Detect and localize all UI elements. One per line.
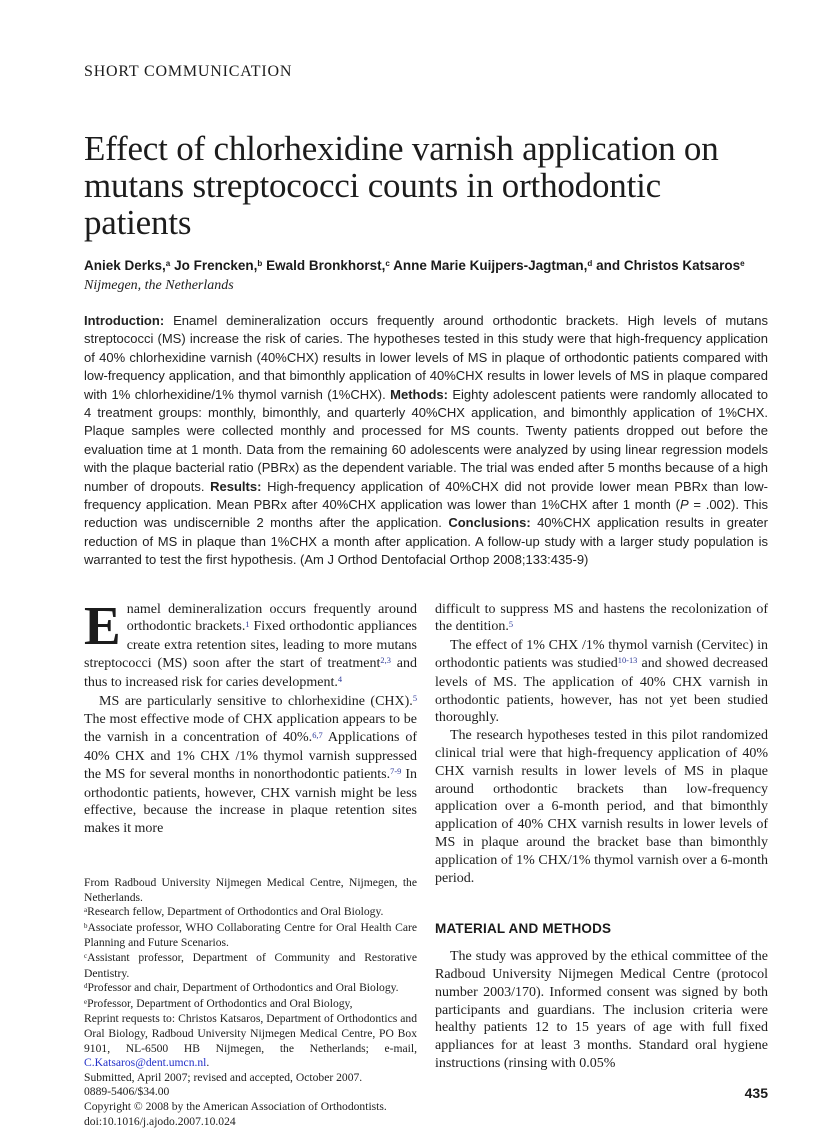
text-run: Methods: [390,386,453,402]
text-run: Introduction: [84,313,174,328]
text-run: Associate professor, WHO Collaborating Centre for Oral Health Care Planning and Future Scenarios. [84,920,417,950]
body-paragraph [435,948,768,1073]
article-title: Effect of chlorhexidine varnish application on mutans streptococci counts in orthodontic patients [84,129,719,242]
footnotes-block [84,876,417,1129]
text-run: The research hypotheses tested in this pilot randomized clinical trial were that high-frequency application of 40% CHX varnish results in lower levels of MS in plaque around orthodontic brackets than low-frequency application over a 6-month period, and that bimonthly application of 40% CHX varnish results in lower levels of MS in plaque around the bracket base than bimonthly application of 1% CHX/1% thymol varnish over a 6-month period. [435,728,768,886]
superscript-marker: e [740,259,745,269]
text-run: Conclusions: [448,515,538,531]
superscript-marker: 6,7 [312,730,323,740]
footnote-line [84,981,417,997]
text-run: Assistant professor, Department of Community and Restorative Dentistry. [84,951,417,980]
article-type-label: SHORT COMMUNICATION [84,63,293,80]
text-run: = .002). This reduction was undiscernible 2 months after the application. [84,497,769,531]
superscript-marker: b [257,259,263,269]
footnote-line [84,905,417,921]
superscript-marker: c [84,951,88,960]
body-paragraph [435,727,768,887]
superscript-marker: a [165,259,171,269]
body-paragraph [435,637,768,727]
right-column [435,601,768,1129]
text-run: From Radboud University Nijmegen Medical Centre, Nijmegen, the Netherlands. [84,876,417,904]
superscript-marker: 5 [412,693,417,703]
text-run: Anne Marie Kuijpers-Jagtman, [389,258,588,273]
text-run: High-frequency application of 40%CHX did not provide lower mean PBRx than low-frequency application. Mean PBRx after 40%CHX application was lower than 1%CHX after 1 month ( [84,478,768,513]
superscript-marker: c [385,259,390,269]
superscript-marker: 1 [245,619,250,629]
footnote-line [84,997,417,1013]
drop-cap: E [84,594,121,656]
text-run: Copyright © 2008 by the American Association of Orthodontists. [84,1099,387,1113]
superscript-marker: b [84,921,88,930]
text-run: . [206,1056,210,1070]
body-columns [84,594,768,1129]
footnote-line [84,1012,417,1070]
email-link[interactable]: C.Katsaros@dent.umcn.nl [84,1056,207,1070]
body-paragraph [435,601,768,638]
text-run: Applications of 40% CHX and 1% CHX /1% thymol varnish suppressed the MS for several months in nonorthodontic patients. [84,730,418,782]
text-run: Fixed orthodontic appliances create extra retention sites, leading to more mutans streptococci (MS) soon after the start of treatment [84,619,417,672]
footnote-line [84,1071,417,1086]
text-run: MS are particularly sensitive to chlorhexidine (CHX). [99,693,413,709]
text-run: doi:10.1016/j.ajodo.2007.10.024 [84,1114,236,1128]
section-heading-material-and-methods: MATERIAL AND METHODS [435,921,612,937]
text-run: and showed decreased levels of MS. The application of 40% CHX varnish in orthodontic patients, however, has not yet been studied thoroughly. [435,656,768,726]
footnote-line [84,1100,417,1115]
footnote-line [84,921,417,951]
affiliation-line: Nijmegen, the Netherlands [84,278,234,293]
text-run: and Christos Katsaros [592,258,741,273]
text-run: and thus to increased risk for caries development. [84,656,418,690]
text-run: Eighty adolescent patients were randomly allocated to 4 treatment groups: monthly, bimonthly, and quarterly 40%CHX application, and bimonthly application of 1%CHX. Plaque samples were collected monthly and processed for MS counts. Twenty patients dropped out before the evaluation time at 1 month. Data from the remaining 60 adolescents were analyzed by using linear regression models with the plaque bacterial ratio (PBRx) as the dependent variable. The trial was ended after 5 months because of a high number of dropouts. [84,386,768,494]
superscript-marker: 4 [337,675,343,685]
footnote-line [84,1085,417,1100]
body-paragraph [84,693,417,838]
text-run: Aniek Derks, [84,258,166,273]
text-run: The most effective mode of CHX application appears to be the varnish in a concentration of 40%. [84,712,417,746]
superscript-marker: 5 [508,619,514,629]
superscript-marker: d [587,259,593,269]
text-run: Professor and chair, Department of Orthodontics and Oral Biology. [87,981,399,995]
left-column [84,594,418,1129]
author-line [84,258,768,273]
text-run: difficult to suppress MS and hastens the recolonization of the dentition. [435,601,768,635]
superscript-marker: 7-9 [390,767,402,777]
superscript-marker: 2,3 [380,656,391,666]
abstract [84,312,768,570]
text-run: Reprint requests to: Christos Katsaros, Department of Orthodontics and Oral Biology, Radboud University Nijmegen Medical Centre, PO Box 9101, NL-6500 HB Nijmegen, the Netherlands; e-mail, [84,1012,417,1055]
text-run: The study was approved by the ethical committee of the Radboud University Nijmegen Medical Centre (protocol number 2003/170). Informed consent was signed by both participants and guardians. The inclusion criteria were healthy patients 12 to 15 years of age with full fixed appliances for at least 3 months. Standard oral hygiene instructions (rinsing with 0.05% [435,949,768,1072]
text-run: 0889-5406/$34.00 [84,1085,170,1099]
text-run: P [679,497,689,513]
text-run: Submitted, April 2007; revised and accepted, October 2007. [84,1070,363,1084]
text-run: Enamel demineralization occurs frequently around orthodontic brackets. High levels of mutans streptococci (MS) increase the risk of caries. The hypotheses tested in this study were that high-frequency application of 40% chlorhexidine varnish (40%CHX) results in lower levels of MS in plaque of orthodontic patients compared with low-frequency application, and that bimonthly application of 40%CHX results in lower levels of MS in plaque compared with 1% chlorhexidine/1% thymol varnish (1%CHX). [84,313,768,402]
text-run: Jo Frencken, [170,258,258,273]
text-run: Research fellow, Department of Orthodontics and Oral Biology. [87,905,384,919]
footnote-line [84,951,417,981]
superscript-marker: e [84,997,88,1006]
superscript-marker: d [84,982,88,991]
text-run: Ewald Bronkhorst, [262,258,386,273]
text-run: Professor, Department of Orthodontics and Oral Biology, [87,996,353,1010]
text-run: namel demineralization occurs frequently around orthodontic brackets. [126,601,417,635]
text-run: In orthodontic patients, however, CHX varnish might be less effective, because the increase in plaque retention sites makes it more [84,766,417,837]
body-paragraph [84,594,418,693]
text-run: The effect of 1% CHX /1% thymol varnish (Cervitec) in orthodontic patients was studied [435,638,768,672]
superscript-marker: a [84,906,88,915]
superscript-marker: 10-13 [617,656,638,666]
text-run: 40%CHX application results in greater reduction of MS in plaque than 1%CHX a month after application. A follow-up study with a larger study population is warranted to test the first hypothesis. (Am J Orthod Dentofacial Orthop 2008;133:435-9) [84,515,768,568]
text-run: Results: [210,478,268,494]
footnote-line [84,876,417,905]
paragraph-text [84,594,418,690]
page-number: 435 [744,1084,768,1101]
